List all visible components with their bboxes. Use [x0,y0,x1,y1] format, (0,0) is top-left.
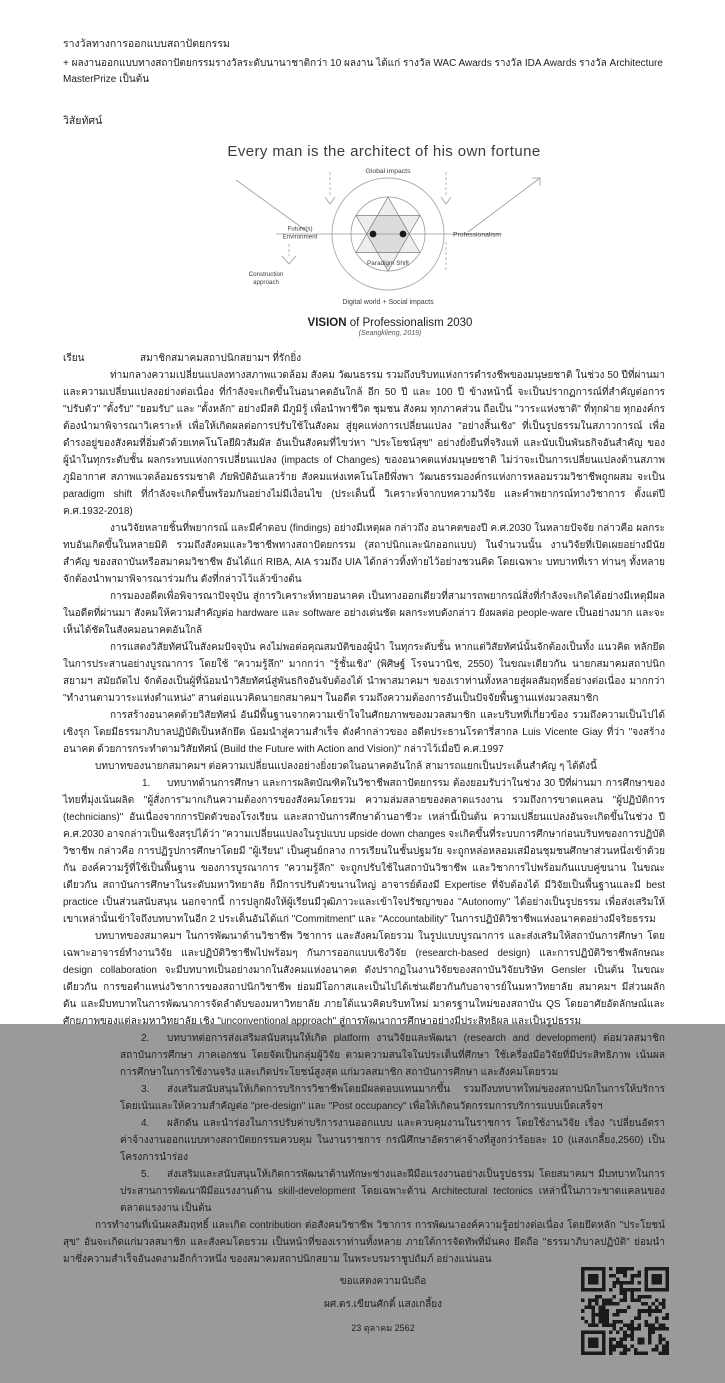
awards-heading: รางวัลทางการออกแบบสถาปัตยกรรม [63,38,230,50]
list-item-text: ส่งเสริมและสนับสนุนให้เกิดการพัฒนาด้านทักษะช่างและฝีมือแรงงานอย่างเป็นรูปธรรม โดยสมาคมฯ มีบทบาทในการประสานการพัฒนาฝีมือแรงงานด้าน skill-development โดยเฉพาะด้าน Architectural tectonics เหล่านี้ในภาวะขาดแคลนของตลาดแรงงาน เป็นต้น [120,1169,665,1214]
salutation [63,350,665,367]
list-item-number: 2. [141,1033,150,1044]
paragraph: การสร้างอนาคตด้วยวิสัยทัศน์ อันมีพื้นฐานจากความเข้าใจในศักยภาพของมวลสมาชิก และบริบทที่เกี่ยวข้อง รวมถึงความเป็นไปได้เชิงรุก โดยมีธรรมาภิบาลปฏิบัติเป็นหลักยึด น้อมนำสู่ความสำเร็จ ดังคำกล่าวของ อดีตประธานโรตารี่สากล Luis Vicente Giay ที่ว่า "จงสร้างอนาคต ด้วยการกระทำตามวิสัยทัศน์ (Build the Future with Action and Vision)" กล่าวไว้เมื่อปี ค.ศ.1997 [63,710,665,755]
paragraph: งานวิจัยหลายชิ้นที่พยากรณ์ และมีคำตอบ (findings) อย่างมีเหตุผล กล่าวถึง อนาคตของปี ค.ศ.2030 ในหลายปัจจัย กล่าวคือ ผลกระทบอันเกิดขึ้นในหลายมิติ รวมถึงสังคมและวิชาชีพทางสถาปัตยกรรม (สถาปนิกและนักออกแบบ) ในจำนวนนั้น งานวิจัยที่เปิดเผยอย่างมีนัยสำคัญ ของสถาบันหรือสมาคมวิชาชีพ อันได้แก่ RIBA, AIA รวมถึง UIA ได้กล่าวทิ้งท้ายไว้อย่างชวนคิด โดยเฉพาะ บทบาทที่เรา ท่านๆ ทั้งหลาย จักต้องนำพามาพิจารณาร่วมกัน ดังที่กล่าวไว้แล้วข้างต้น [63,523,665,585]
salutation-recipient: สมาชิกสมาคมสถาปนิกสยามฯ ที่รักยิ่ง [140,353,302,364]
list-item-number: 3. [141,1084,150,1095]
node-dot-right [400,231,407,238]
diagram-label-futures: Future(s) [287,225,313,233]
list-item-text: ผลักดัน และนำร่องในการปรับค่าบริการงานออกแบบ และควบคุมงานในราชการ โดยใช้งานวิจัย เรื่อง "เปลี่ยนอัตราค่าจ้างงานออกแบบทางสถาปัตยกรรมควบคุม ในงานราชการ กรณีศึกษาอัตราค่าจ้างที่สูงกว่าร้อยละ 10 (แสงเกลี้ยง,2560) เป็นโครงการนำร่อง [120,1118,665,1163]
diagram-label-professionalism: Professionalism [453,231,501,239]
paragraph: การมองอดีตเพื่อพิจารณาปัจจุบัน สู่การวิเคราะห์ทายอนาคต เป็นทางออกเดียวที่สามารถพยากรณ์สิ่งที่กำลังจะเกิดได้อย่างมีเหตุมีผล ในอดีตที่ผ่านมา สังคมให้ความสำคัญต่อ hardware และ software อย่างเด่นชัด ผลกระทบดังกล่าว ยังผลต่อ people-ware เป็นอย่างมาก และจะเห็นได้ชัดในสังคมอนาคตอันใกล้ [63,591,665,636]
list-item-text: บทบาทด้านการศึกษา และการผลิตบัณฑิตในวิชาชีพสถาปัตยกรรม ต้องยอมรับว่าในช่วง 30 ปีที่ผ่านมา การศึกษาของไทยที่มุ่งเน้นผลิต "ผู้สั่งการ"มากเกินความต้องการของสังคมโดยรวม ความล่มสลายของตลาดแรงงาน รวมถึงการขาดแคลน "ผู้ปฏิบัติการ (technicians)" อันเนื่องจากการปิดตัวของโรงเรียน และสถาบันการศึกษาด้านอาชีวะ เหล่านี้เป็นต้น ความเปลี่ยนแปลงอันจะเกิดขึ้นในช่วง ปี ค.ศ.2030 อาจกล่าวเป็นเชิงสรุปได้ว่า "ความเปลี่ยนแปลงในรูปแบบ upside down changes จะเกิดขึ้นที่ระบบการศึกษาก่อนบริบทของการปฏิบัติวิชาชีพ กล่าวคือ การปฏิรูปการศึกษาโดยมี "ผู้เรียน" เป็นศูนย์กลาง การเรียนในชั้นปฐมวัย จะถูกหล่อหลอมเสมือนชุมชนศึกษาส่วนหนึ่งเข้าด้วยกัน องค์ความรู้ที่ใช้เป็นพื้นฐาน ของการบูรณาการ "ความรู้ลึก" จะถูกปรับใช้ในสถาบันวิชาชีพ และวิชาการไปพร้อมกันแบบคู่ขนาน ในขณะเดียวกัน สถาบันการศึกษาในระดับมหาวิทยาลัย ก็มีการปรับตัวขนานใหญ่ อาจารย์ต้องมี Expertise ที่จับต้องได้ มีวิจัยเป็นพื้นฐานและมี best practice เป็นส่วนสนับสนุน นอกจากนี้ การปลูกฝังให้ผู้เรียนมีวุฒิภาวะและเข้าใจปรัชญาของ "Autonomy" ได้อย่างเป็นรูปธรรม เพื่อส่งเสริมให้เขาเหล่านั้นเข้าใจถึงบทบาทในอีก 2 ประเด็นอันได้แก่ "Commitment" และ "Accountability" ในการปฏิบัติวิชาชีพแห่งอนาคตอย่างมีจริยธรรม [63,778,665,925]
paragraph: การแสดงวิสัยทัศน์ในสังคมปัจจุบัน คงไม่พอต่อคุณสมบัติของผู้นำ ในทุกระดับชั้น หากแต่วิสัยทัศน์นั้นจักต้องเป็นทั้ง แนวคิด หลักยึด ในการประสานอย่างบูรณาการ โดยใช้ "ความรู้ลึก" มากกว่า "รู้ชั้นเชิง" (พิศิษฐ์ โรจนวานิช, 2550) ในขณะเดียวกัน นายกสมาคมสถาปนิกสยามฯ สมัยถัดไป จักต้องเป็นผู้ที่น้อมนำวิสัยทัศน์สู่พันธกิจอันจับต้องได้ นำพาสมาคมฯ ของเราท่านทั้งหลายสู่ผลสัมฤทธิ์อย่างต่อเนื่อง มากกว่า "ทำงานตามวาระแห่งตำแหน่ง" สานต่อแนวคิดนายกสมาคมฯ ในอดีต รวมถึงความต้องการอันเป็นปัจจัยพื้นฐานแห่งมวลสมาชิก [63,642,665,704]
down-arrow-icon [441,197,451,204]
letter-body [63,367,665,1268]
diagram-caption-rest: of Professionalism 2030 [346,317,473,329]
list-item-continued: บทบาทของสมาคมฯ ในการพัฒนาด้านวิชาชีพ วิชาการ และสังคมโดยรวม ในรูปแบบบูรณาการ และส่งเสริมให้สถาบันการศึกษา โดยเฉพาะอาจารย์ทำงานวิจัย และปฏิบัติวิชาชีพไปพร้อมๆ กันการออกแบบเชิงวิจัย (research-based design) และการปฏิบัติวิชาชีพลักษณะ design collaboration จะมีบทบาทเป็นอย่างมากในสังคมแห่งอนาคต ดังปรากฏในงานวิจัยของสถาบันวิจัยบริษัท Gensler เป็นต้น ในขณะเดียวกัน การขอตำแหน่งวิชาการของสถาปนิกวิชาชีพ ย่อมมีโอกาสและเป็นไปได้เช่นเดียวกันกับอาจารย์ในมหาวิทยาลัย สมาคมฯ มีส่วนผลักดัน และมีบทบาทในการพัฒนาการจัดลำดับของมหาวิทยาลัย ภายใต้แนวคิดบริบทใหม่ มาตรฐานใหม่ของสถาบัน QS โดยอาศัยอัตลักษณ์และศักยภาพของแต่ละมหาวิทยาลัย เชิง "unconventional approach" สู่การพัฒนาการศึกษาอย่างมีประสิทธิผล และเป็นรูปธรรม [63,931,665,1027]
diagram-label-environment: Environment [282,233,318,241]
salutation-label: เรียน [63,353,85,364]
qr-code [581,1267,669,1355]
list-item [63,1166,665,1217]
signoff-regards: ขอแสดงความนับถือ [339,1276,427,1287]
list-item [63,1030,665,1081]
diagram-label-global-impacts: Global impacts [365,168,411,175]
diagram-caption [63,317,665,329]
vision-diagram-figure [210,164,570,312]
section-title-vision: วิสัยทัศน์ [63,115,103,127]
node-dot-left [370,231,377,238]
signoff-name: ผศ.ดร.เขียนศักดิ์ แสงเกลี้ยง [323,1299,443,1310]
list-item-text: ส่งเสริมสนับสนุนให้เกิดการบริการวิชาชีพโดยมีผลตอบแทนมากขึ้น รวมถึงบทบาทใหม่ของสถาปนิกในการให้บริการ โดยเน้นและให้ความสำคัญต่อ "pre-design" และ "Post occupancy" เพื่อให้เกิดนวัตกรรมการบริการแบบเบ็ดเสร็จฯ [120,1084,665,1112]
closing-paragraph: การทำงานที่เน้นผลสัมฤทธิ์ และเกิด contribution ต่อสังคมวิชาชีพ วิชาการ การพัฒนาองค์ความรู้อย่างต่อเนื่อง โดยยึดหลัก "ประโยชน์สุข" อันจะเกิดแก่มวลสมาชิก และสังคมโดยรวม เป็นหน้าที่ของเราท่านทั้งหลาย ภายใต้การจัดทัพที่มั่นคง ยึดถือ "ธรรมาภิบาลปฏิบัติ" ย่อมนำมาซึ่งความสำเร็จอันงดงามอีกก้าวหนึ่ง ของสมาคมสถาปนิกสยาม ในพระบรมราชูปถัมภ์ อย่างแน่นอน [63,1220,665,1265]
diagram-source: (Seangklieng, 2019) [358,330,422,337]
signoff-date: 23 ตุลาคม 2562 [351,1323,415,1333]
vision-diagram [63,164,665,317]
list-item [63,775,665,928]
diagram-label-construction: Construction [248,271,284,278]
down-arrow-icon [325,197,335,204]
vision-quote: Every man is the architect of his own fortune [227,143,541,160]
signoff-block [63,1273,665,1383]
list-item [63,1115,665,1166]
list-item [63,1081,665,1115]
diagram-caption-vision: VISION [307,317,347,329]
list-item-text: บทบาทต่อการส่งเสริมสนับสนุนให้เกิด platform งานวิจัยและพัฒนา (research and development) ต่อมวลสมาชิก สถาบันการศึกษา ภาคเอกชน โดยจัดเป็นกลุ่มผู้วิจัย ตามความสนใจในประเด็นที่ศึกษา ใช้เครื่องมือวิจัยที่มีประสิทธิภาพ เน้นผลการศึกษาในการใช้งานจริง และเกิดประโยชน์สูงสุด แก่มวลสมาชิก สถาบันการศึกษา และสังคมโดยรวม [120,1033,665,1078]
diagram-label-paradigm-shift: Paradigm Shift [367,260,409,267]
y-connector-icon [282,256,296,264]
paragraph-roles-intro: บทบาทของนายกสมาคมฯ ต่อความเปลี่ยนแปลงอย่างยิ่งยวดในอนาคตอันใกล้ สามารถแยกเป็นประเด็นสำคัญ ๆ ได้ดังนี้ [95,761,597,772]
list-item-number: 1. [142,778,151,789]
list-item-number: 4. [141,1118,150,1129]
awards-detail: + ผลงานออกแบบทางสถาปัตยกรรมรางวัลระดับนานาชาติกว่า 10 ผลงาน ได้แก่ รางวัล WAC Awards รางวัล IDA Awards รางวัล Architecture MasterPrize เป็นต้น [63,58,663,85]
list-item-number: 5. [141,1169,150,1180]
diagram-label-digital-social: Digital world + Social impacts [342,299,434,306]
paragraph: ท่ามกลางความเปลี่ยนแปลงทางสภาพแวดล้อม สังคม วัฒนธรรม รวมถึงบริบทแห่งการดำรงชีพของมนุษยชาติ ในช่วง 50 ปีที่ผ่านมา และความเปลี่ยนแปลงอย่างต่อเนื่อง ที่กำลังจะเกิดขึ้นในอนาคตอันใกล้ อีก 50 ปี และ 100 ปี ข้างหน้านี้ จะเป็นปรากฏการณ์ที่สำคัญต่อการ "ปรับตัว" "ตั้งรับ" "ยอมรับ" และ "ตั้งหลัก" อย่างมีสติ มีภูมิรู้ เพื่อนำพาชีวิต ชุมชน สังคม ทุกภาคส่วน ถือเป็น "วาระแห่งชาติ" ที่ทุกฝ่าย ทุกองค์กร ต้องนำมาพิจารณาวิเคราะห์ เพื่อให้เกิดผลต่อการปรับใช้ในสังคม สู่ยุคแห่งการเปลี่ยนแปลง "อย่างสิ้นเชิง" ที่เป็นรูปธรรมในสภาวการณ์ เพื่อดำรงอยู่ของสังคมที่อิ่มตัวด้วยเทคโนโลยีผิวสัมผัส อันเป็นสังคมที่ไขว่หา "ประโยชน์สุข" อย่างยั่งยืนที่จริงแท้ และนับเป็นพันธกิจอันสำคัญ ของผู้นำในทุกระดับชั้น ผลกระทบแห่งการเปลี่ยนแปลง (impacts of Changes) ของอนาคตแห่งมนุษยชาติ ไม่ว่าจะเป็นการเปลี่ยนแปลงด้านสภาพภูมิอากาศ สภาพแวดล้อมธรรมชาติ ภัยพิบัติอันเลวร้าย สังคมแห่งเทคโนโลยีพึ่งพา วัฒนธรรมองค์กรแห่งการหลอมรวมวิชาชีพถูกผสม จะเป็น paradigm shift ที่กำลังจะเกิดขึ้นพร้อมกันอย่างไม่มีเงื่อนไข (ประเด็นนี้ วิเคราะห์จากบทความวิจัย และคำพยากรณ์ทางวิชาการ ตั้งแต่ปี ค.ศ.1932-2018) [63,370,665,517]
diagram-label-approach: approach [253,279,279,286]
